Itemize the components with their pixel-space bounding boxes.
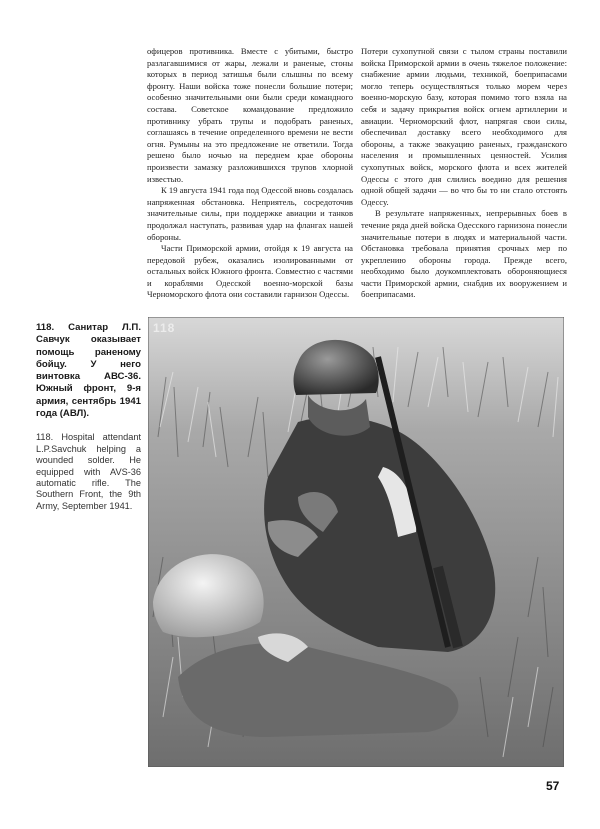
caption-russian: 118. Санитар Л.П. Савчук оказывает помощь раненому бойцу. У него винтовка АВС-36. Южный фронт, 9-я армия, сентябрь 1941 года (АВЛ). (36, 322, 141, 420)
paragraph: Потери сухопутной связи с тылом страны поставили войска Приморской армии в очень тяжелое положение: снабжение армии людьми, техникой, боеприпасами могло теперь осуществляться только морем через военно-морскую базу, которая помимо того взяла на себя и задачу прикрытия войск огнем артиллерии и авиации. Черноморский флот, напрягая свои силы, обеспечивал доставку всего необходимого для обороны, а также эвакуацию раненых, гражданского населения и промышленных ценностей. Усилия сухопутных войск, морского флота и всех жителей Одессы с этого дня слились воедино для решения одной общей задачи — во что бы то ни стало отстоять Одессу. (361, 46, 567, 207)
left-text-column (147, 46, 353, 301)
page-number: 57 (546, 779, 560, 793)
paragraph: В результате напряженных, непрерывных боев в течение ряда дней войска Одесского гарнизона понесли значительные потери в людях и материальной части. Обстановка требовала принятия срочных мер по укреплению обороны города. Прежде всего, необходимо было доукомплектовать обороняющиеся части Приморской армии, снабдив их вооружением и боеприпасами. (361, 208, 567, 300)
archival-photo (148, 317, 564, 767)
paragraph: офицеров противника. Вместе с убитыми, быстро разлагавшимися от жары, лежали и раненые, стоны которых в период затишья были слышны по всему фронту. Наши войска тоже понесли большие потери; особенно значительными они были среди командного состава. Советское командование предложило противнику убрать трупы и подобрать раненых, соглашаясь в течение определенного времени не вести огня. Румыны на это предложение не ответили. Тогда решено было ночью на переднем крае обороны произвести замазку разложившихся трупов хлорной известью. (147, 46, 353, 184)
photo-number-label: 118 (153, 321, 176, 335)
paragraph: Части Приморской армии, отойдя к 19 августа на передовой рубеж, оказались изолированными от остальных войск Южного фронта. Совместно с частями и кораблями Одесской военно-морской базы Черноморского флота они составили гарнизон Одессы. (147, 243, 353, 300)
photo-caption (36, 322, 141, 512)
caption-english: 118. Hospital attendant L.P.Savchuk helping a wounded solder. He equipped with AVS-36 automatic rifle. The Southern Front, the 9th Army, September 1941. (36, 432, 141, 511)
right-text-column (361, 46, 567, 301)
photo-illustration (148, 317, 564, 767)
paragraph: К 19 августа 1941 года под Одессой вновь создалась напряженная обстановка. Неприятель, сосредоточив значительные силы, при поддержке авиации и танков продолжал наступать, развивая удар на флангах нашей обороны. (147, 185, 353, 242)
